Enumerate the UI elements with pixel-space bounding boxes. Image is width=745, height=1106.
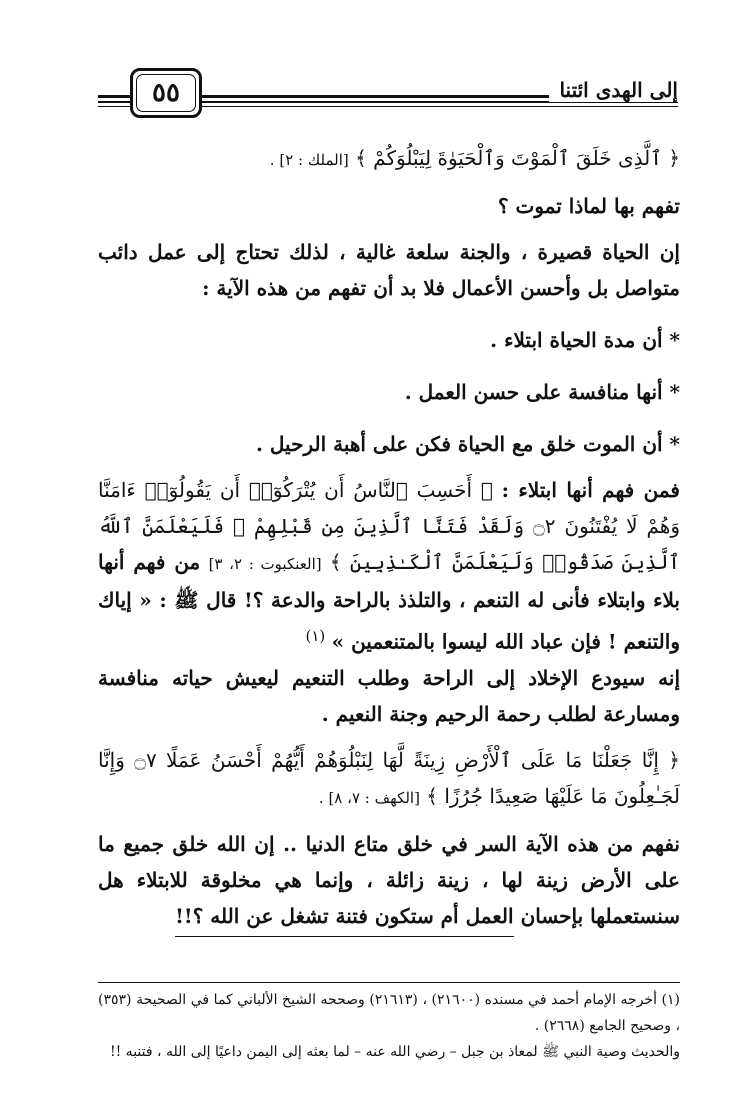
paragraph-farewell: إنه سيودع الإخلاد إلى الراحة وطلب التنعيم ليعيش حياته منافسة ومسارعة لطلب رحمة الرحيم وجنة النعيم .: [98, 665, 680, 726]
page-header: [98, 60, 678, 120]
quran-verse: ﴿ إِنَّا جَعَلْنَا مَا عَلَى ٱلْأَرْضِ زِينَةً لَّهَا لِنَبْلُوَهُمْ أَيُّهُمْ أَحْسَنُ عَمَلًا ۝٧ وَإِنَّا لَجَـٰعِلُونَ مَا عَلَيْهَا صَعِيدًا جُرُزًا ﴾: [98, 747, 680, 808]
paragraph-verse-mulk: [98, 140, 680, 178]
main-text: [98, 140, 680, 937]
paragraph-continuation: من فهم أنها بلاء وابتلاء فأنى له التنعم ، والتلذذ بالراحة والدعة ؟! قال ﷺ : « إياك والتنعم ! فإن عباد الله ليسوا بالمتنعمين »: [98, 550, 680, 654]
paragraph-trial: [98, 472, 680, 660]
running-title: إلى الهدى ائتنا: [549, 78, 678, 102]
paragraph-closing: العمل أم ستكون فتنة تشغل عن الله ؟!!: [175, 898, 513, 937]
footnotes: [98, 982, 680, 1065]
page-number: ٥٥: [130, 68, 202, 118]
verse-citation: [العنكبوت : ٢، ٣]: [208, 555, 322, 573]
bullet-point: * أن مدة الحياة ابتلاء .: [490, 328, 680, 352]
verse-citation: [الملك : ٢] .: [269, 151, 349, 169]
verse-citation: [الكهف : ٧، ٨] .: [318, 788, 420, 807]
paragraph-secret: [98, 826, 680, 937]
quran-verse: ﴿ ٱلَّذِى خَلَقَ ٱلْمَوْتَ وَٱلْحَيَوٰةَ لِيَبْلُوَكُمْ ﴾: [355, 146, 680, 170]
bullet-point: * أن الموت خلق مع الحياة فكن على أهبة الرحيل .: [255, 432, 680, 456]
paragraph-body: نفهم من هذه الآية السر في خلق متاع الدنيا .. إن الله خلق جميع ما على الأرض زينة لها ، زينة زائلة ، وإنما هي مخلوقة للابتلاء هل سنستعملها بإحسان: [98, 831, 680, 928]
footnote-1: (١) أخرجه الإمام أحمد في مسنده (٢١٦٠٠) ، (٢١٦١٣) وصححه الشيخ الألباني كما في الصحيحة (٣٥٣) ، وصحيح الجامع (٢٦٦٨) .: [98, 992, 681, 1034]
bullet-point: * أنها منافسة على حسن العمل .: [404, 380, 680, 404]
footnote-1-note: والحديث وصية النبي ﷺ لمعاذ بن جبل – رضي الله عنه – لما بعثه إلى اليمن داعيًا إلى الله ، فتنبه !!: [109, 1044, 680, 1060]
quran-verse: ﴿ أَحَسِبَ ٱلنَّاسُ أَن يُتْرَكُوٓا۟ أَن يَقُولُوٓا۟ ءَامَنَّا وَهُمْ لَا يُفْتَنُونَ ۝٢ وَلَقَدْ فَتَنَّا ٱلَّذِينَ مِن قَبْلِهِمْ ۖ فَلَيَعْلَمَنَّ ٱللَّهُ ٱلَّذِينَ صَدَقُوا۟ وَلَيَعْلَمَنَّ ٱلْكَـٰذِبِينَ ﴾: [98, 478, 681, 574]
paragraph-verse-kahf: [98, 742, 680, 816]
paragraph-question: تفهم بها لماذا تموت ؟: [497, 194, 680, 218]
footnote-reference: (١): [305, 627, 326, 645]
paragraph-intro: فمن فهم أنها ابتلاء :: [501, 478, 680, 502]
paragraph-life-short: إن الحياة قصيرة ، والجنة سلعة غالية ، لذلك تحتاج إلى عمل دائب متواصل بل وأحسن الأعمال فلا بد أن تفهم من هذه الآية :: [98, 240, 680, 300]
